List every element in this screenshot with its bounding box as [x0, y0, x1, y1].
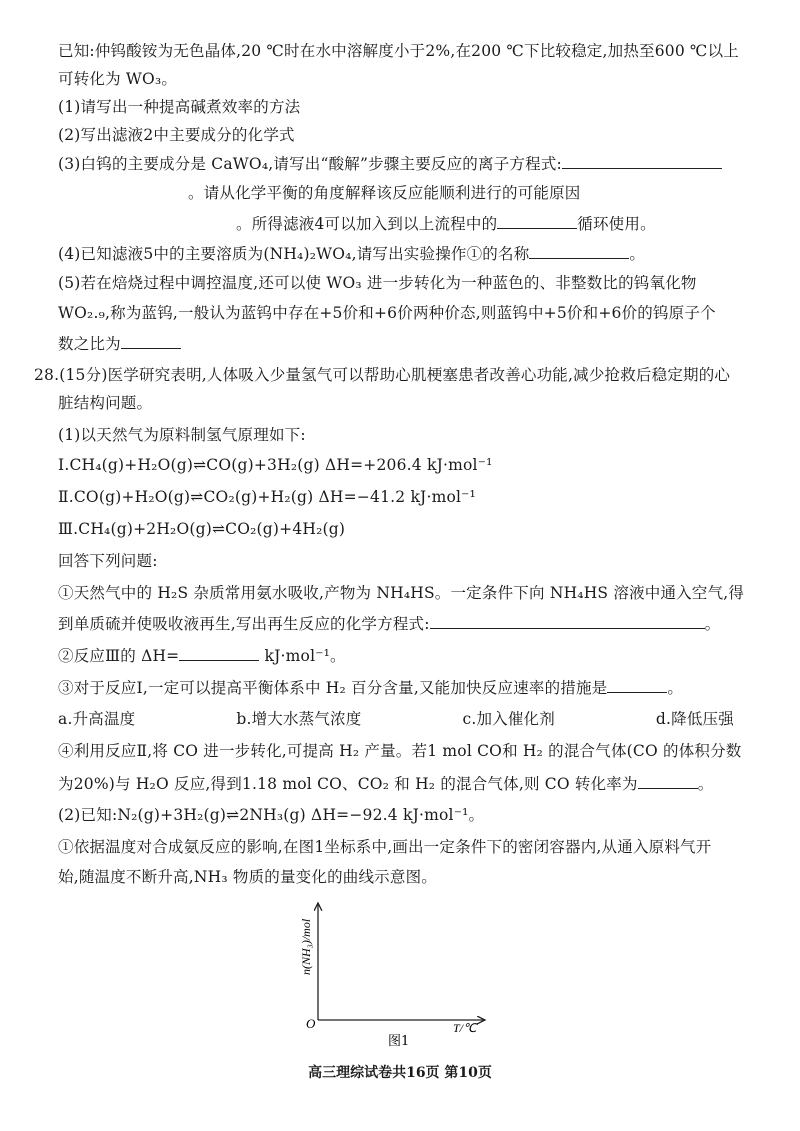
answer-blank[interactable]	[430, 612, 705, 629]
origin-label: O	[306, 1016, 316, 1031]
text-line: WO₂.₉,称为蓝钨,一般认为蓝钨中存在+5价和+6价两种价态,则蓝钨中+5价和+6价的钨原子个	[58, 304, 716, 322]
answer-blank[interactable]	[529, 242, 629, 259]
answer-blank[interactable]	[121, 332, 181, 349]
text-line: 。所得滤液4可以加入到以上流程中的 循环使用。	[236, 212, 740, 235]
text-line: 。请从化学平衡的角度解释该反应能顺利进行的可能原因	[188, 184, 581, 202]
subquestion-2-1: ①依据温度对合成氨反应的影响,在图1坐标系中,画出一定条件下的密闭容器内,从通入原料气开	[58, 838, 712, 856]
choice-d[interactable]: d.降低压强	[655, 710, 734, 728]
text-line: 可转化为 WO₃。	[58, 70, 178, 88]
question-5: (5)若在焙烧过程中调控温度,还可以使 WO₃ 进一步转化为一种蓝色的、非整数比的钨氧化物	[58, 274, 697, 292]
choice-a[interactable]: a.升高温度	[58, 710, 136, 728]
subquestion-2: ②反应Ⅲ的 ΔH= kJ·mol⁻¹。	[58, 644, 740, 667]
text-line: 数之比为	[58, 332, 740, 355]
choice-b[interactable]: b.增大水蒸气浓度	[236, 710, 362, 728]
x-axis-label: T/℃	[453, 1021, 477, 1035]
choice-c[interactable]: c.加入催化剂	[462, 710, 555, 728]
subquestion-1: ①天然气中的 H₂S 杂质常用氨水吸收,产物为 NH₄HS。一定条件下向 NH₄HS 溶液中通入空气,得	[58, 584, 745, 602]
equation-2: Ⅱ.CO(g)+H₂O(g)⇌CO₂(g)+H₂(g) ΔH=−41.2 kJ·mol⁻¹	[58, 488, 476, 506]
question-1: (1)请写出一种提高碱煮效率的方法	[58, 98, 301, 116]
answer-blank[interactable]	[607, 676, 667, 693]
equation-1: Ⅰ.CH₄(g)+H₂O(g)⇌CO(g)+3H₂(g) ΔH=+206.4 kJ·mol⁻¹	[58, 456, 493, 474]
answer-blank[interactable]	[179, 644, 259, 661]
text-line: 回答下列问题:	[58, 552, 158, 570]
subquestion-3: ③对于反应Ⅰ,一定可以提高平衡体系中 H₂ 百分含量,又能加快反应速率的措施是 。	[58, 676, 740, 699]
figure-caption: 图1	[388, 1034, 410, 1049]
y-axis-label: n(NH₃)/mol	[299, 918, 313, 975]
choices-row	[58, 708, 740, 730]
text-line: (1)以天然气为原料制氢气原理如下:	[58, 426, 306, 444]
text-line: 始,随温度不断升高,NH₃ 物质的量变化的曲线示意图。	[58, 868, 437, 886]
answer-blank[interactable]	[562, 152, 722, 169]
figure-1-axes[interactable]	[290, 895, 500, 1055]
question-28-2: (2)已知:N₂(g)+3H₂(g)⇌2NH₃(g) ΔH=−92.4 kJ·mol⁻¹。	[58, 806, 485, 824]
page-footer: 高三理综试卷共16页 第10页	[308, 1065, 492, 1081]
question-3: (3)白钨的主要成分是 CaWO₄,请写出“酸解”步骤主要反应的离子方程式:	[58, 152, 740, 175]
equation-3: Ⅲ.CH₄(g)+2H₂O(g)⇌CO₂(g)+4H₂(g)	[58, 520, 346, 538]
question-4: (4)已知滤液5中的主要溶质为(NH₄)₂WO₄,请写出实验操作①的名称 。	[58, 242, 740, 265]
answer-blank[interactable]	[497, 212, 577, 229]
text-line: 脏结构问题。	[58, 394, 153, 412]
text-line: 到单质硫并使吸收液再生,写出再生反应的化学方程式: 。	[58, 612, 740, 635]
text-line: 为20%)与 H₂O 反应,得到1.18 mol CO、CO₂ 和 H₂ 的混合气体,则 CO 转化率为 。	[58, 772, 740, 795]
subquestion-4: ④利用反应Ⅱ,将 CO 进一步转化,可提高 H₂ 产量。若1 mol CO和 H₂ 的混合气体(CO 的体积分数	[58, 742, 742, 760]
question-28-header: 28.(15分)医学研究表明,人体吸入少量氢气可以帮助心肌梗塞患者改善心功能,减少抢救后稳定期的心	[34, 366, 731, 384]
question-2: (2)写出滤液2中主要成分的化学式	[58, 126, 295, 144]
answer-blank[interactable]	[638, 772, 698, 789]
text-line: 已知:仲钨酸铵为无色晶体,20 ℃时在水中溶解度小于2%,在200 ℃下比较稳定,加热至600 ℃以上	[58, 42, 739, 60]
